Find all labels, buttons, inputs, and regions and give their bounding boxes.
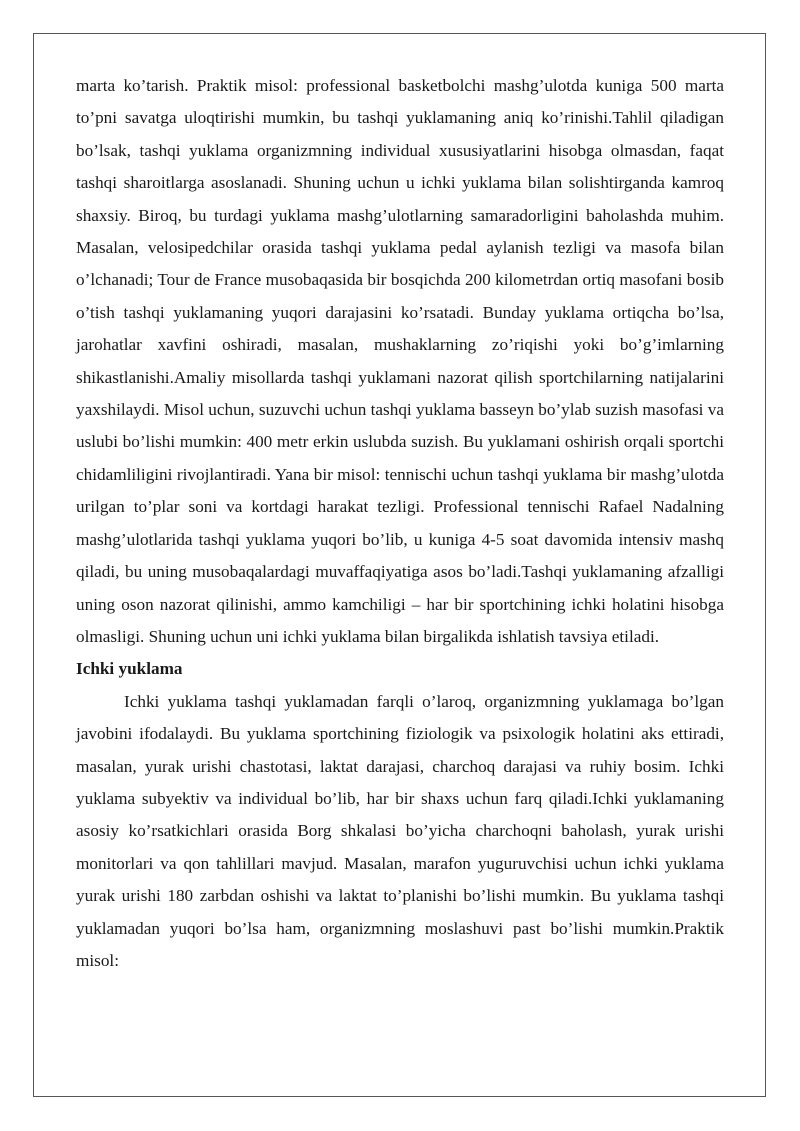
body-paragraph-1: marta ko’tarish. Praktik misol: professional basketbolchi mashg’ulotda kuniga 500 marta to’pni savatga uloqtirishi mumkin, bu tashqi yuklamaning aniq ko’rinishi.Tahlil qiladigan bo’lsak, tashqi yuklama organizmning individual xususiyatlarini hisobga olmasdan, faqat tashqi sharoitlarga asoslanadi. Shuning uchun u ichki yuklama bilan solishtirganda kamroq shaxsiy. Biroq, bu turdagi yuklama mashg’ulotlarning samaradorligini baholashda muhim. Masalan, velosipedchilar orasida tashqi yuklama pedal aylanish tezligi va masofa bilan o’lchanadi; Tour de France musobaqasida bir bosqichda 200 kilometrdan ortiq masofani bosib o’tish tashqi yuklamaning yuqori darajasini ko’rsatadi. Bunday yuklama ortiqcha bo’lsa, jarohatlar xavfini oshiradi, masalan, mushaklarning zo’riqishi yoki bo’g’imlarning shikastlanishi.Amaliy misollarda tashqi yuklamani nazorat qilish sportchilarning natijalarini yaxshilaydi. Misol uchun, suzuvchi uchun tashqi yuklama basseyn bo’ylab suzish masofasi va uslubi bo’lishi mumkin: 400 metr erkin uslubda suzish. Bu yuklamani oshirish orqali sportchi chidamliligini rivojlantiradi. Yana bir misol: tennischi uchun tashqi yuklama bir mashg’ulotda urilgan to’plar soni va kortdagi harakat tezligi. Professional tennischi Rafael Nadalning mashg’ulotlarida tashqi yuklama yuqori bo’lib, u kuniga 4-5 soat davomida intensiv mashq qiladi, bu uning musobaqalardagi muvaffaqiyatiga asos bo’ladi.Tashqi yuklamaning afzalligi uning oson nazorat qilinishi, ammo kamchiligi – har bir sportchining ichki holatini hisobga olmasligi. Shuning uchun uni ichki yuklama bilan birgalikda ishlatish tavsiya etiladi. bbox=[76, 76, 724, 646]
document-body bbox=[76, 70, 724, 977]
body-paragraph-2: Ichki yuklama tashqi yuklamadan farqli o’laroq, organizmning yuklamaga bo’lgan javobini ifodalaydi. Bu yuklama sportchining fiziologik va psixologik holatini aks ettiradi, masalan, yurak urishi chastotasi, laktat darajasi, charchoq darajasi va ruhiy bosim. Ichki yuklama subyektiv va individual bo’lib, har bir shaxs uchun farq qiladi.Ichki yuklamaning asosiy ko’rsatkichlari orasida Borg shkalasi bo’yicha charchoqni baholash, yurak urishi monitorlari va qon tahlillari mavjud. Masalan, marafon yuguruvchisi uchun ichki yuklama yurak urishi 180 zarbdan oshishi va laktat to’planishi bo’lishi mumkin. Bu yuklama tashqi yuklamadan yuqori bo’lsa ham, organizmning moslashuvi past bo’lishi mumkin.Praktik misol: bbox=[76, 691, 724, 970]
section-heading: Ichki yuklama bbox=[76, 659, 183, 679]
